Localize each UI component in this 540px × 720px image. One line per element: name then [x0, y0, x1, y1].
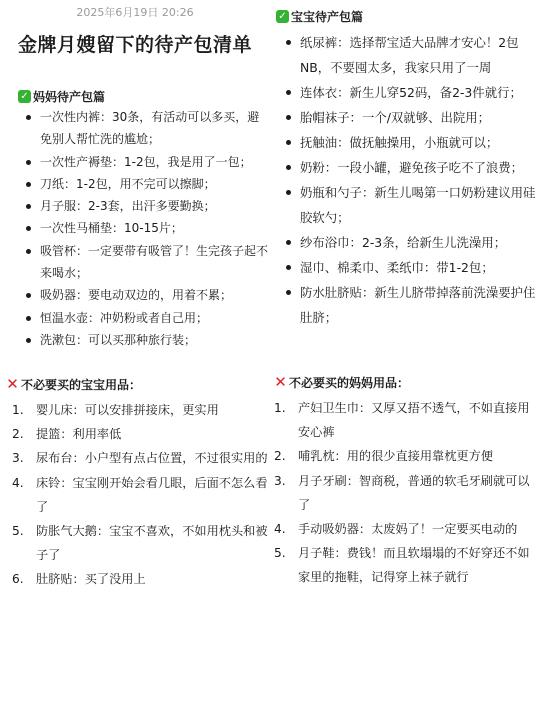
item-text: 肚脐贴：买了没用上 — [36, 572, 146, 587]
list-item — [12, 446, 268, 470]
list-item: 月子服：2-3套，出汗多要勤换； — [40, 195, 268, 217]
item-text: 尿布台：小户型有点占位置，不过很实用的 — [36, 451, 268, 466]
check-mark-icon: ✓ — [18, 90, 31, 103]
list-item: 连体衣：新生儿穿52码，备2-3件就行； — [300, 80, 538, 105]
mom-packing-heading — [18, 88, 105, 105]
item-text: 床铃：宝宝刚开始会看几眼，后面不怎么看了 — [36, 475, 268, 514]
list-item: 奶粉：一段小罐，避免孩子吃不了浪费； — [300, 155, 538, 180]
list-item: 一次性内裤：30条，有活动可以多买，避免别人帮忙洗的尴尬； — [40, 106, 268, 151]
item-number: 3. — [274, 473, 286, 488]
list-item — [274, 396, 538, 444]
item-number: 4. — [12, 475, 24, 490]
list-item: 奶瓶和勺子：新生儿喝第一口奶粉建议用硅胶软勺； — [300, 180, 538, 230]
list-item: 纸尿裤：选择帮宝适大品牌才安心！2包NB，不要囤太多，我家只用了一周 — [300, 30, 538, 80]
baby-packing-list — [300, 30, 538, 330]
item-text: 防胀气大鹅：宝宝不喜欢，不如用枕头和被子了 — [36, 524, 268, 563]
baby-packing-heading-text: 宝宝待产包篇 — [291, 10, 364, 24]
list-item: 吸奶器：要电动双边的，用着不累； — [40, 284, 268, 306]
list-item — [12, 422, 268, 446]
list-item — [12, 398, 268, 422]
list-item — [12, 471, 268, 519]
baby-unneeded-heading — [6, 376, 141, 393]
check-mark-icon: ✓ — [276, 10, 289, 23]
mom-unneeded-list — [274, 396, 538, 590]
list-item: 一次性产褥垫：1-2包，我是用了一包； — [40, 151, 268, 173]
item-text: 月子牙刷：智商税，普通的软毛牙刷就可以了 — [298, 473, 530, 512]
baby-unneeded-list — [12, 398, 268, 592]
list-item: 纱布浴巾：2-3条，给新生儿洗澡用； — [300, 230, 538, 255]
page-title: 金牌月嫂留下的待产包清单 — [18, 34, 253, 56]
mom-packing-heading-text: 妈妈待产包篇 — [33, 90, 106, 104]
item-number: 1. — [274, 401, 286, 415]
cross-mark-icon: ✕ — [6, 375, 19, 393]
list-item: 一次性马桶垫：10-15片； — [40, 217, 268, 239]
list-item — [274, 517, 538, 541]
list-item — [274, 469, 538, 517]
list-item — [274, 444, 538, 468]
mom-unneeded-heading-text: 不必要买的妈妈用品： — [289, 376, 410, 390]
item-text: 手动吸奶器：太废妈了！一定要买电动的 — [298, 522, 518, 537]
list-item: 洗漱包：可以买那种旅行装； — [40, 329, 268, 351]
baby-unneeded-heading-text: 不必要买的宝宝用品： — [21, 378, 142, 392]
item-number: 6. — [12, 572, 24, 587]
list-item: 防水肚脐贴：新生儿脐带掉落前洗澡要护住肚脐； — [300, 280, 538, 330]
timestamp: 2025年6月19日 20:26 — [76, 6, 194, 19]
list-item: 抚触油：做抚触操用，小瓶就可以； — [300, 130, 538, 155]
right-column — [270, 0, 540, 720]
list-item — [12, 567, 268, 591]
list-item: 湿巾、棉柔巾、柔纸巾：带1-2包； — [300, 255, 538, 280]
item-number: 2. — [274, 449, 286, 464]
item-text: 提篮：利用率低 — [36, 427, 122, 442]
mom-unneeded-heading — [274, 374, 409, 391]
item-number: 4. — [274, 522, 286, 537]
item-text: 哺乳枕：用的很少直接用靠枕更方便 — [298, 449, 493, 464]
item-text: 月子鞋：费钱！而且软塌塌的不好穿还不如家里的拖鞋，记得穿上袜子就行 — [298, 546, 530, 585]
item-text: 婴儿床：可以安排拼接床，更实用 — [36, 403, 219, 417]
item-number: 5. — [12, 524, 24, 539]
item-number: 1. — [12, 403, 24, 417]
item-number: 2. — [12, 427, 24, 442]
list-item: 刀纸：1-2包，用不完可以擦脚； — [40, 173, 268, 195]
item-number: 5. — [274, 546, 286, 561]
item-text: 产妇卫生巾：又厚又捂不透气，不如直接用安心裤 — [298, 401, 530, 440]
baby-packing-heading — [276, 8, 363, 25]
mom-packing-list — [40, 106, 268, 351]
list-item: 胎帽袜子：一个/双就够、出院用； — [300, 105, 538, 130]
list-item — [12, 519, 268, 567]
list-item: 恒温水壶：冲奶粉或者自己用； — [40, 307, 268, 329]
list-item — [274, 541, 538, 589]
cross-mark-icon: ✕ — [274, 373, 287, 391]
list-item: 吸管杯：一定要带有吸管了！生完孩子起不来喝水； — [40, 240, 268, 285]
item-number: 3. — [12, 451, 24, 466]
